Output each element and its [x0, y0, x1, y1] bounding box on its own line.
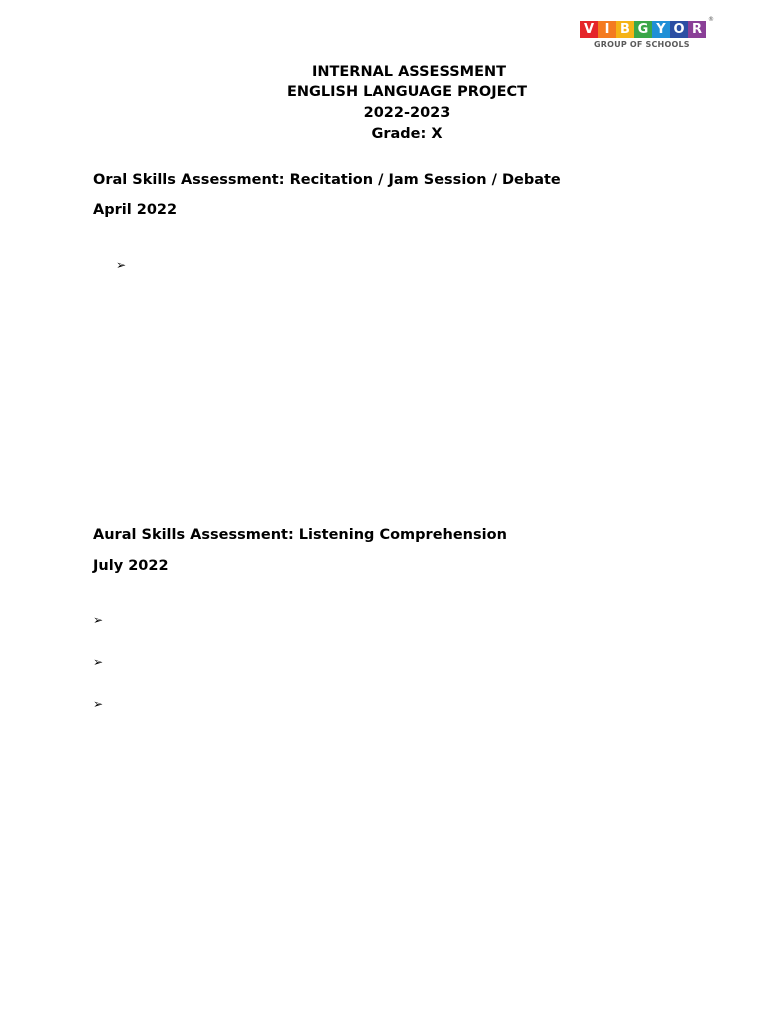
- logo-letter: I: [598, 21, 616, 38]
- logo-trademark: ®: [708, 16, 714, 23]
- header-line-1: INTERNAL ASSESSMENT: [311, 64, 507, 80]
- arrow-bullet-icon: ➢: [93, 697, 104, 711]
- logo-subtitle: GROUP OF SCHOOLS: [594, 40, 690, 49]
- aural-section-date: July 2022: [93, 558, 169, 574]
- header-line-4: Grade: X: [371, 126, 443, 142]
- arrow-bullet-icon: ➢: [116, 258, 127, 272]
- oral-section-heading: Oral Skills Assessment: Recitation / Jam Session / Debate: [93, 172, 561, 188]
- arrow-bullet-icon: ➢: [93, 655, 104, 669]
- header-line-2: ENGLISH LANGUAGE PROJECT: [286, 84, 528, 100]
- logo-letter: O: [670, 21, 688, 38]
- logo-letter: G: [634, 21, 652, 38]
- logo-letter: Y: [652, 21, 670, 38]
- header-line-3: 2022-2023: [363, 105, 451, 121]
- vibgyor-logo: [578, 16, 718, 54]
- logo-letter: B: [616, 21, 634, 38]
- logo-letter: V: [580, 21, 598, 38]
- logo-letters: [580, 21, 706, 38]
- logo-letter: R: [688, 21, 706, 38]
- oral-section-date: April 2022: [93, 202, 178, 218]
- arrow-bullet-icon: ➢: [93, 613, 104, 627]
- aural-section-heading: Aural Skills Assessment: Listening Comprehension: [93, 527, 507, 543]
